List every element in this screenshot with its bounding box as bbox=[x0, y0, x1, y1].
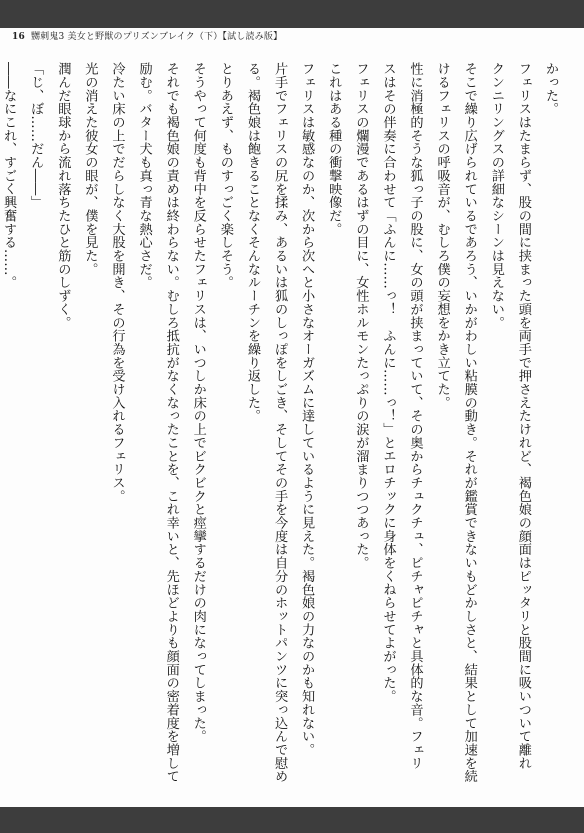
text-line: スはその伴奏に合わせて「ふんに……っ！ ふんに……っ！」とエロチックに身体をくねらせてよがった。 bbox=[380, 62, 396, 703]
text-line: フェリスは敏感なのか、次から次へと小さなオーガズムに達しているように見えた。褐色娘の力なのかも知れない。 bbox=[299, 62, 315, 757]
text-line: 片手でフェリスの尻を揉み、あるいは狐のしっぽをしごき、そしてその手を今度は自分のホットパンツに突っ込んで慰め bbox=[272, 62, 288, 783]
text-line: クンニリングスの詳細なシーンは見えない。 bbox=[488, 62, 504, 329]
text-line: 光の消えた彼女の眼が、僕を見た。 bbox=[82, 62, 98, 276]
text-line: そこで繰り広げられているであろう、いかがわしい粘膜の動き。それが鑑賞できないもどかしさと、結果として加速を続 bbox=[461, 62, 477, 783]
body-text bbox=[1, 62, 564, 790]
text-line: とりあえず、ものすっごく楽しそう。 bbox=[217, 62, 233, 289]
text-line: 潤んだ眼球から流れ落ちたひと筋のしずく。 bbox=[55, 62, 71, 329]
text-line: そうやって何度も背中を反らせたフェリスは、いつしか床の上でビクビクと痙攣するだけの肉になってしまった。 bbox=[190, 62, 206, 743]
text-line: これはある種の衝撃映像だ。 bbox=[326, 62, 342, 236]
text-line: ――なにこれ、すごく興奮する……。 bbox=[1, 62, 17, 289]
page-number: 16 bbox=[12, 32, 25, 42]
book-page bbox=[0, 28, 584, 807]
text-line: フェリスはたまらず、股の間に挟まった頭を両手で押さえたけれど、褐色娘の顔面はピッタリと股間に吸いついて離れ bbox=[515, 62, 531, 770]
text-line: けるフェリスの呼吸音が、むしろ僕の妄想をかき立てた。 bbox=[434, 62, 450, 410]
running-title: 嬲刺鬼3 美女と野獣のプリズンブレイク（下）【試し読み版】 bbox=[30, 32, 283, 42]
text-line: フェリスの爛漫であるはずの目に、女性ホルモンたっぷりの涙が溜まりつつあった。 bbox=[353, 62, 369, 570]
text-line: る。褐色娘は飽きることなくそんなルーチンを繰り返した。 bbox=[244, 62, 260, 423]
text-line: 「じ、ぼ……だん――」 bbox=[28, 62, 44, 209]
text-line: かった。 bbox=[543, 62, 558, 116]
text-line: 励む。バター犬も真っ青な熱心さだ。 bbox=[136, 62, 152, 289]
viewer-bottom-bar bbox=[0, 807, 584, 833]
text-line: 性に消極的そうな狐っ子の股に、女の頭が挟まっていて、その奥からチュクチュ、ピチャピチャと具体的な音。フェリ bbox=[407, 62, 423, 770]
text-line: 冷たい床の上でだらしなく大股を開き、その行為を受け入れるフェリス。 bbox=[109, 62, 125, 503]
viewer-top-bar bbox=[0, 0, 584, 28]
text-line: それでも褐色娘の責めは終わらない。むしろ抵抗がなくなったことを、これ幸いと、先ほどよりも顔面の密着度を増して bbox=[163, 62, 179, 783]
running-header bbox=[12, 30, 282, 44]
